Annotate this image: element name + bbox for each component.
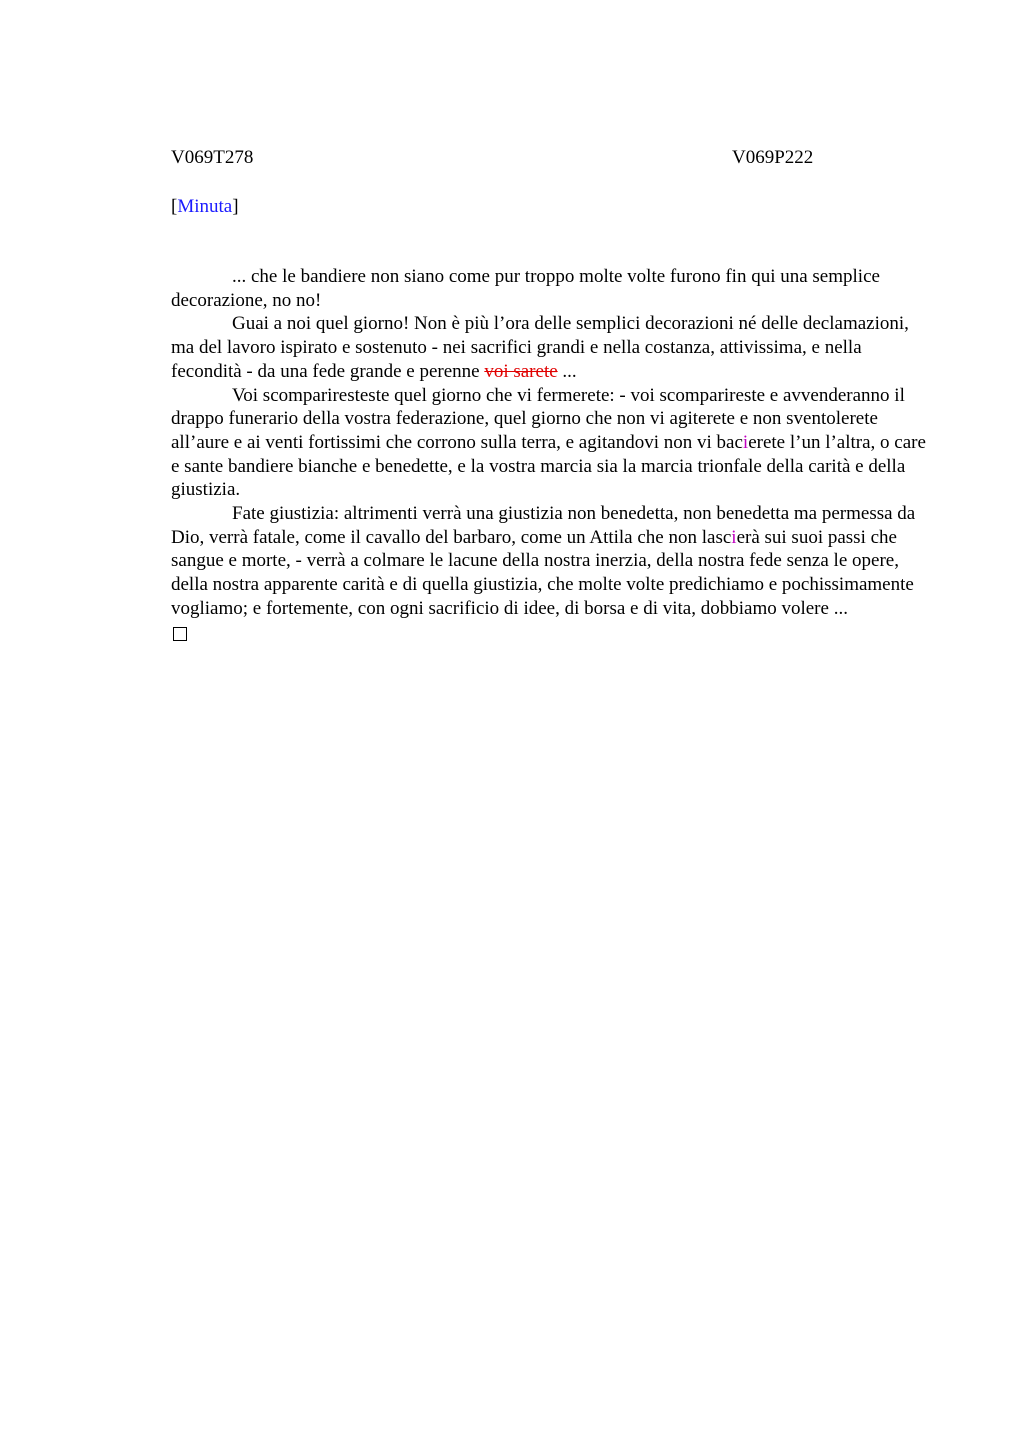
deleted-text: voi sarete <box>484 360 558 382</box>
end-of-text-box-icon <box>173 627 187 641</box>
document-body <box>171 265 931 641</box>
document-type-label <box>171 195 931 219</box>
label-close-bracket: ] <box>232 196 239 217</box>
document-page <box>171 146 931 641</box>
paragraph-2-text-before: Guai a noi quel giorno! Non è più l’ora delle semplici decorazioni né delle declamazioni, ma del lavoro ispirato e sostenuto - nei sacrifici grandi e nella costanza, attivissima, e nella fecondità - da una fede grande e perenne <box>171 313 909 382</box>
paragraph-3-text-after: erete l’un l’altra, o care e sante bandiere bianche e benedette, e la vostra marcia sia la marcia trionfale della carità e della giustizia. <box>171 431 926 501</box>
paragraph-4 <box>171 502 931 621</box>
inserted-letter: i <box>731 526 737 548</box>
document-header <box>171 146 931 170</box>
label-minuta: Minuta <box>177 196 233 217</box>
paragraph-3-text-before: Voi scompariresteste quel giorno che vi fermerete: - voi scomparireste e avvenderanno il drappo funerario della vostra federazione, quel giorno che non vi agiterete e non sventolerete all’aure e ai venti fortissimi che corrono sulla terra, e agitandovi non vi bac <box>171 384 905 453</box>
paragraph-2-text-after: ... <box>557 360 577 382</box>
paragraph-2 <box>171 312 931 383</box>
paragraph-1 <box>171 265 931 312</box>
paragraph-4-text-before: Fate giustizia: altrimenti verrà una giustizia non benedetta, non benedetta ma permessa da Dio, verrà fatale, come il cavallo del barbaro, come un Attila che non lasc <box>171 503 916 548</box>
paragraph-3 <box>171 384 931 503</box>
paragraph-4-text-after: erà sui suoi passi che sangue e morte, - verrà a colmare le lacune della nostra inerzia, della nostra fede senza le opere, della nostra apparente carità e di quella giustizia, che molte volte predichiamo e pochissimamente vogliamo; e fortemente, con ogni sacrificio di idee, di borsa e di vita, dobbiamo volere ... <box>171 526 914 619</box>
label-open-bracket: [ <box>171 196 178 217</box>
inserted-letter: i <box>742 431 749 453</box>
paragraph-1-text: ... che le bandiere non siano come pur troppo molte volte furono fin qui una semplice decorazione, no no! <box>171 266 880 311</box>
document-id-right: V069P222 <box>732 147 814 168</box>
document-id-left: V069T278 <box>171 147 254 168</box>
